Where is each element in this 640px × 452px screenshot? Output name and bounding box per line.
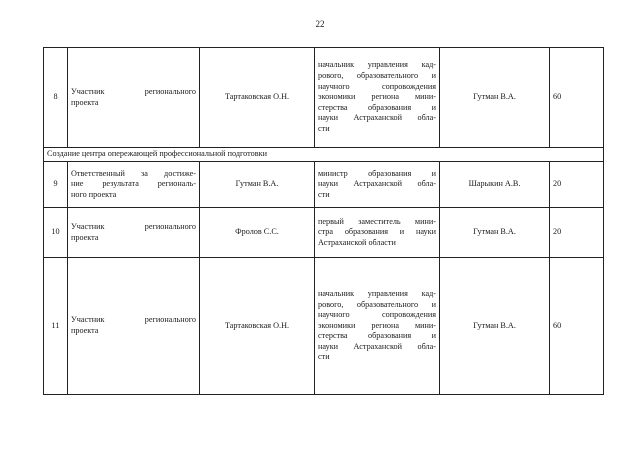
role-line: Участник регионального <box>71 315 196 325</box>
role-line: Участник регионального <box>71 86 196 96</box>
page-number: 22 <box>315 19 325 29</box>
position-line: сти <box>318 352 330 362</box>
position-line: первый заместитель мини- <box>318 216 436 226</box>
table-row <box>44 258 604 395</box>
row-number: 10 <box>44 208 68 258</box>
hours-value: 20 <box>550 162 604 208</box>
role-line: проекта <box>71 232 99 242</box>
role-line: проекта <box>71 326 99 335</box>
position-line: стерства образования и <box>318 331 436 341</box>
role-line: Ответственный за достиже- <box>71 168 196 178</box>
row-number: 9 <box>44 162 68 208</box>
position-line: рового, образовательного и <box>318 299 436 309</box>
role-cell <box>68 208 200 258</box>
participant-name: Тартаковская О.Н. <box>200 258 315 395</box>
position-line: науки Астраханской обла- <box>318 179 436 189</box>
position-line: экономики региона мини- <box>318 92 436 102</box>
hours-value: 60 <box>550 48 604 148</box>
position-cell <box>315 208 440 258</box>
row-number: 8 <box>44 48 68 148</box>
position-line: науки Астраханской обла- <box>318 113 436 123</box>
approver-name: Гутман В.А. <box>440 48 550 148</box>
position-line: экономики региона мини- <box>318 320 436 330</box>
position-line: научного сопровождения <box>318 310 436 320</box>
position-line: сти <box>318 189 330 199</box>
section-title: Создание центра опережающей профессиональной подготовки <box>44 148 604 162</box>
role-line: ного проекта <box>71 189 117 199</box>
role-line: проекта <box>71 97 99 107</box>
row-number: 11 <box>44 258 68 395</box>
role-cell <box>68 258 200 395</box>
position-line: сти <box>318 123 330 133</box>
position-line: науки Астраханской обла- <box>318 341 436 351</box>
position-line: научного сопровождения <box>318 81 436 91</box>
table-row <box>44 162 604 208</box>
position-line: министр образования и <box>318 168 436 178</box>
position-line: стерства образования и <box>318 102 436 112</box>
participant-name: Тартаковская О.Н. <box>200 48 315 148</box>
participants-table <box>43 47 604 395</box>
approver-name: Гутман В.А. <box>440 208 550 258</box>
position-line: начальник управления кад- <box>318 60 436 70</box>
participant-name: Гутман В.А. <box>200 162 315 208</box>
hours-value: 60 <box>550 258 604 395</box>
participant-name: Фролов С.С. <box>200 208 315 258</box>
section-row <box>44 148 604 162</box>
role-cell <box>68 162 200 208</box>
role-line: ние результата региональ- <box>71 179 196 189</box>
approver-name: Шарыкин А.В. <box>440 162 550 208</box>
position-line: рового, образовательного и <box>318 71 436 81</box>
role-cell <box>68 48 200 148</box>
position-line: стра образования и науки <box>318 227 436 237</box>
role-line: Участник регионального <box>71 221 196 231</box>
position-cell <box>315 258 440 395</box>
position-cell <box>315 162 440 208</box>
position-line: Астраханской области <box>318 237 396 247</box>
table-row <box>44 208 604 258</box>
position-cell <box>315 48 440 148</box>
approver-name: Гутман В.А. <box>440 258 550 395</box>
position-line: начальник управления кад- <box>318 288 436 298</box>
hours-value: 20 <box>550 208 604 258</box>
table-row <box>44 48 604 148</box>
